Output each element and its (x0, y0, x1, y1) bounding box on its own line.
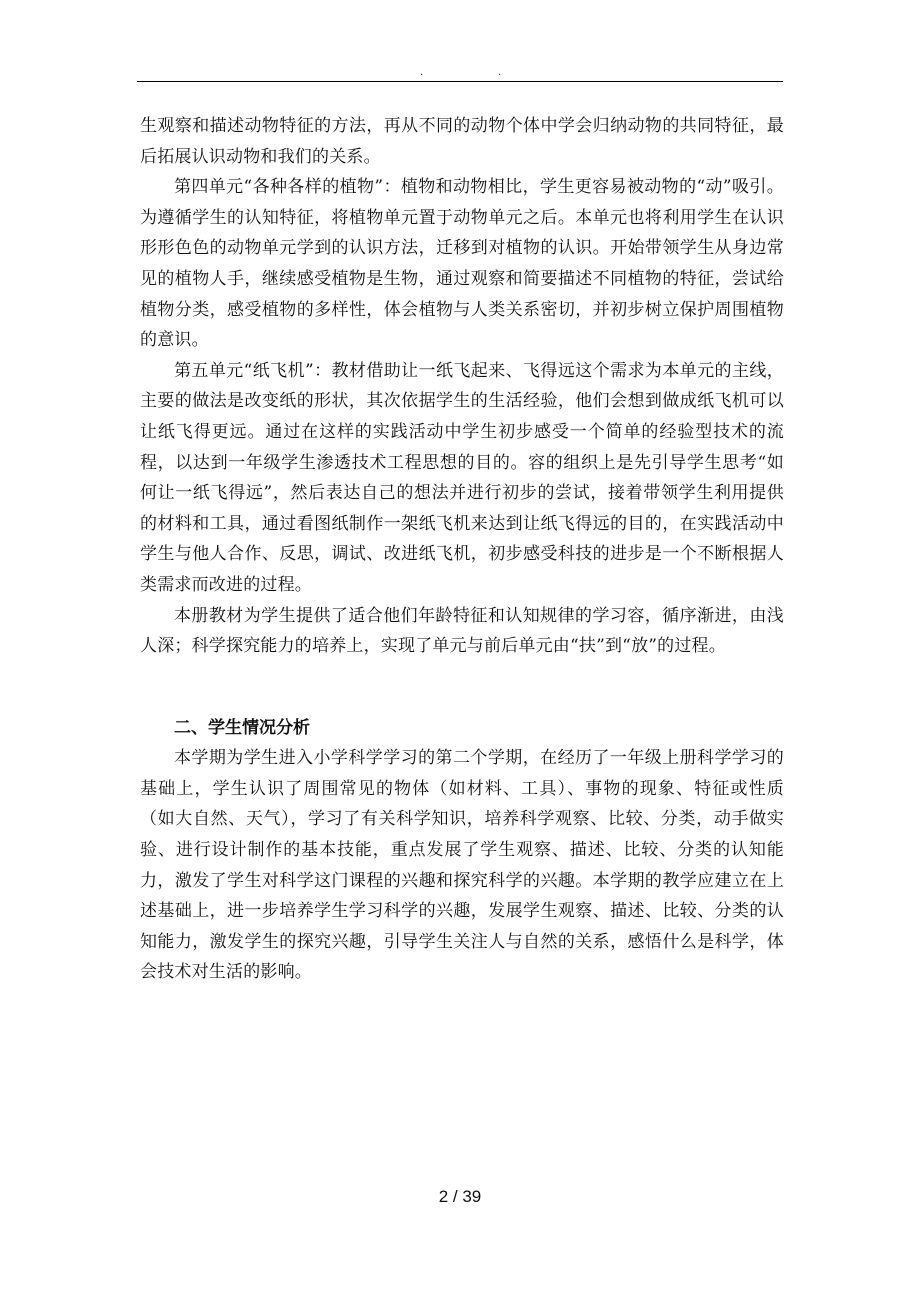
header-dots (400, 66, 520, 80)
paragraph-summary: 本册教材为学生提供了适合他们年龄特征和认知规律的学习容，循序渐进，由浅人深；科学探究能力的培养上，实现了单元与前后单元由“扶”到“放”的过程。 (140, 605, 784, 657)
header-dot: . (420, 67, 424, 78)
header-rule (137, 81, 783, 82)
paragraph-continued: 生观察和描述动物特征的方法，再从不同的动物个体中学会归纳动物的共同特征，最后拓展认识动物和我们的关系。 (140, 116, 784, 167)
page-number: 2 / 39 (438, 1187, 482, 1206)
section-heading: 二、学生情况分析 (174, 717, 310, 738)
paragraph-unit-five: 第五单元“纸飞机”：教材借助让一纸飞起来、飞得远这个需求为本单元的主线，主要的做法是改变纸的形状，其次依据学生的生活经验，他们会想到做成纸飞机可以让纸飞得更远。通过在这样的实践活动中学生初步感受一个简单的经验型技术的流程，以达到一年级学生渗透技术工程思想的目的。容的组织上是先引导学生思考“如何让一纸飞得远”，然后表达自己的想法并进行初步的尝试，接着带领学生利用提供的材料和工具，通过看图纸制作一架纸飞机来达到让纸飞得远的目的，在实践活动中学生与他人合作、反思，调试、改进纸飞机，初步感受科技的进步是一个不断根据人类需求而改进的过程。 (140, 360, 784, 595)
header-dot: . (498, 67, 502, 78)
paragraph-student-analysis: 本学期为学生进入小学科学学习的第二个学期，在经历了一年级上册科学学习的基础上，学生认识了周围常见的物体（如材料、工具）、事物的现象、特征或性质（如大自然、天气），学习了有关科学知识，培养科学观察、比较、分类，动手做实验、进行设计制作的基本技能，重点发展了学生观察、描述、比较、分类的认知能力，激发了学生对科学这门课程的兴趣和探究科学的兴趣。本学期的教学应建立在上述基础上，进一步培养学生学习科学的兴趣，发展学生观察、描述、比较、分类的认知能力，激发学生的探究兴趣，引导学生关注人与自然的关系，感悟什么是科学，体会技术对生活的影响。 (140, 748, 784, 983)
paragraph-unit-four: 第四单元“各种各样的植物”：植物和动物相比，学生更容易被动物的“动”吸引。为遵循学生的认知特征，将植物单元置于动物单元之后。本单元也将利用学生在认识形形色色的动物单元学到的认识方法，迁移到对植物的认识。开始带领学生从身边常见的植物人手，继续感受植物是生物，通过观察和简要描述不同植物的特征，尝试给植物分类，感受植物的多样性，体会植物与人类关系密切，并初步树立保护周围植物的意识。 (140, 177, 784, 351)
page-body (140, 111, 784, 988)
